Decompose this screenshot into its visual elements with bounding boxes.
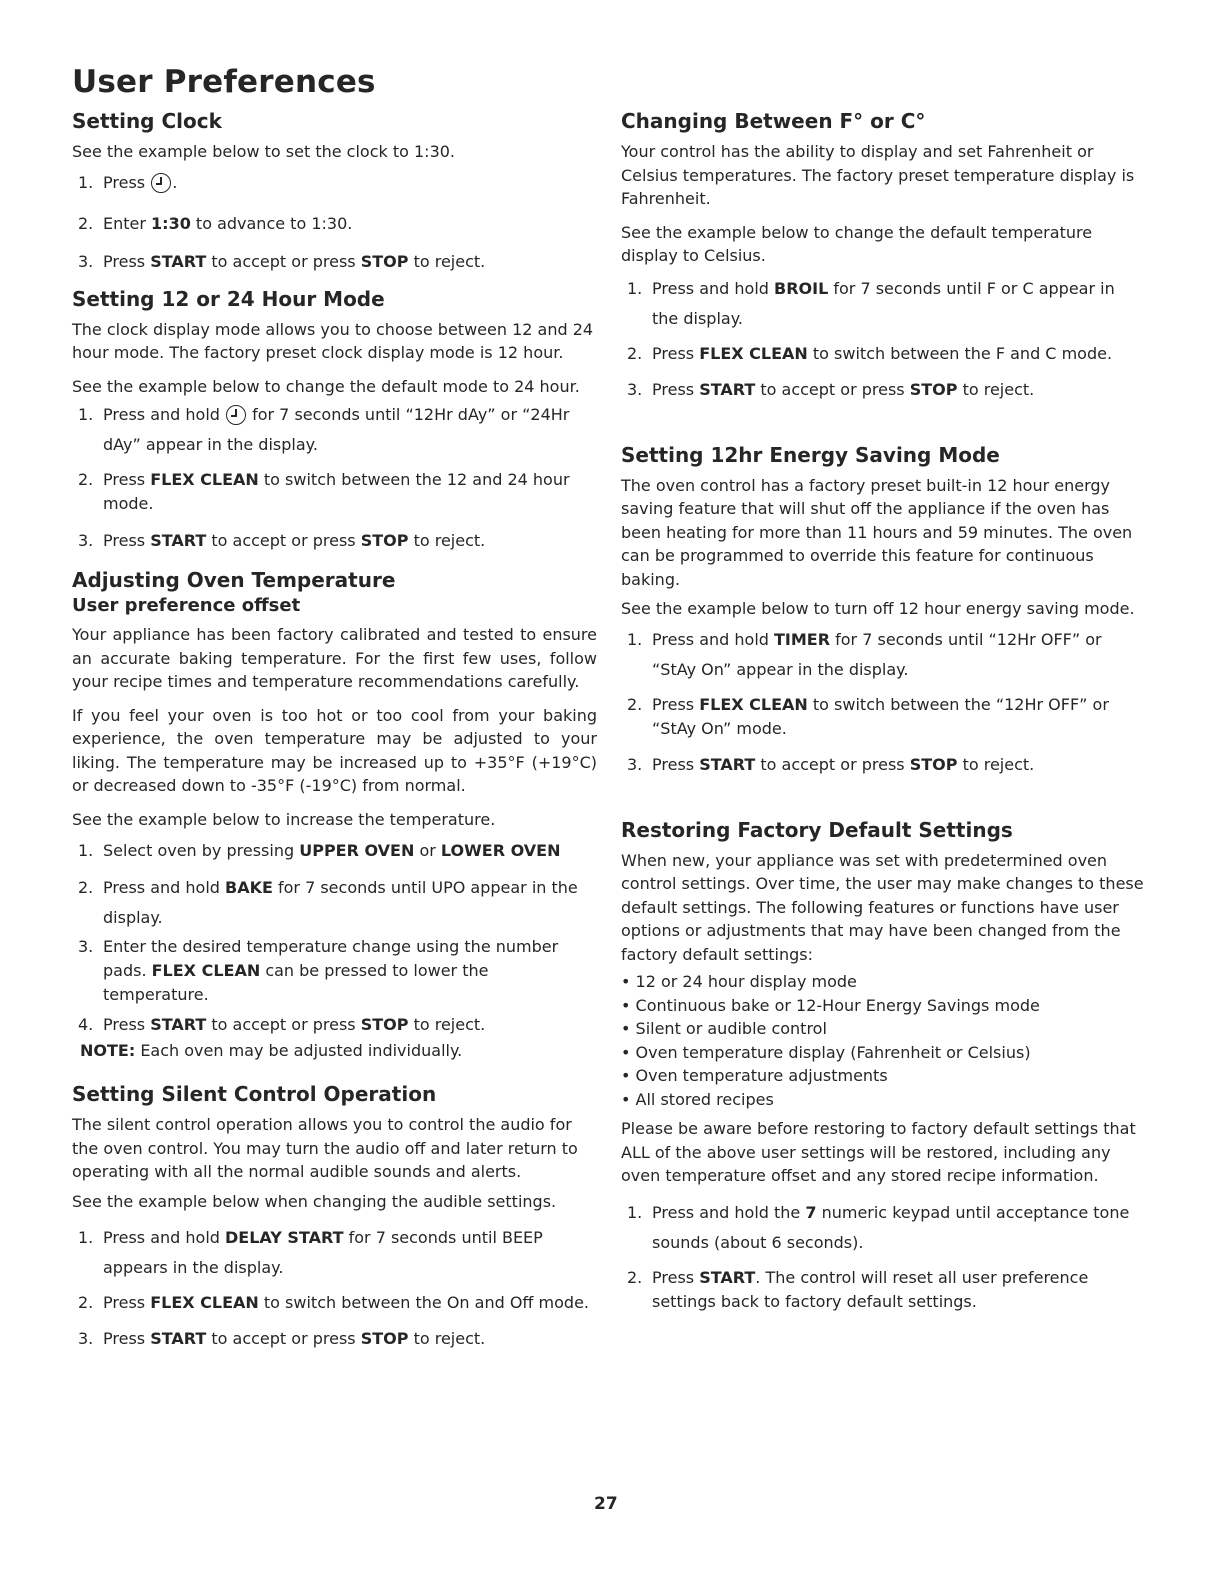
key-label: DELAY START bbox=[225, 1228, 344, 1247]
note-label: NOTE: bbox=[80, 1041, 136, 1060]
section-hour-mode bbox=[72, 286, 597, 554]
energy-steps bbox=[621, 625, 1146, 777]
section-restore-defaults bbox=[621, 817, 1146, 1314]
section-fahrenheit-celsius bbox=[621, 108, 1146, 402]
restore-step-2: 2. Press START. The control will reset all user preference settings back to factory default settings. bbox=[627, 1267, 1089, 1311]
key-label: START bbox=[150, 1015, 207, 1034]
silent-paragraph-1: The silent control operation allows you to control the audio for the oven control. You may turn the audio off and later return to operating with all the normal audible sounds and alerts. bbox=[72, 1115, 578, 1181]
hour-mode-description: The clock display mode allows you to choose between 12 and 24 hour mode. The factory preset clock display mode is 12 hour. bbox=[72, 319, 594, 362]
restore-steps bbox=[621, 1198, 1146, 1314]
heading-oven-temperature: Adjusting Oven Temperature bbox=[72, 568, 396, 592]
key-label: STOP bbox=[360, 1329, 409, 1348]
heading-setting-clock: Setting Clock bbox=[72, 109, 222, 133]
section-setting-clock bbox=[72, 108, 597, 274]
silent-steps bbox=[72, 1223, 597, 1351]
clock-steps bbox=[72, 168, 597, 274]
heading-restore-defaults: Restoring Factory Default Settings bbox=[621, 817, 1013, 842]
key-label: LOWER OVEN bbox=[440, 841, 561, 860]
key-label: START bbox=[699, 1267, 756, 1287]
key-label: BROIL bbox=[774, 278, 829, 298]
key-label: FLEX CLEAN bbox=[150, 470, 259, 489]
clock-step-2: 2. Enter 1:30 to advance to 1:30. bbox=[78, 213, 353, 233]
silent-example: See the example below when changing the audible settings. bbox=[72, 1191, 557, 1211]
heading-hour-mode: Setting 12 or 24 Hour Mode bbox=[72, 286, 385, 311]
energy-step-3: 3. Press START to accept or press STOP to reject. bbox=[627, 754, 1035, 774]
list-item: • Silent or audible control bbox=[621, 1017, 1146, 1041]
key-label: FLEX CLEAN bbox=[699, 343, 808, 363]
energy-paragraph-1: The oven control has a factory preset built-in 12 hour energy saving feature that will shut off the appliance if the oven has been heating for more than 11 hours and 59 minutes. The oven can be programmed to override this feature for continuous baking. bbox=[621, 475, 1133, 589]
fc-example: See the example below to change the default temperature display to Celsius. bbox=[621, 222, 1093, 265]
key-label: STOP bbox=[360, 531, 409, 550]
oven-temp-example: See the example below to increase the temperature. bbox=[72, 809, 496, 829]
silent-step-3: 3. Press START to accept or press STOP to reject. bbox=[78, 1329, 486, 1348]
clock-icon bbox=[151, 173, 171, 193]
clock-step-3: 3. Press START to accept or press STOP to reject. bbox=[78, 251, 486, 271]
list-item: • Continuous bake or 12-Hour Energy Savings mode bbox=[621, 994, 1146, 1018]
section-silent-control bbox=[72, 1081, 597, 1351]
restore-paragraph-1: When new, your appliance was set with predetermined oven control settings. Over time, the user may make changes to these default settings. The following features or functions have user options or adjustments that may have been changed from the factory default settings: bbox=[621, 850, 1144, 964]
list-item: • Oven temperature adjustments bbox=[621, 1064, 1146, 1088]
right-column bbox=[621, 108, 1146, 1327]
energy-step-2: 2. Press FLEX CLEAN to switch between the “12Hr OFF” or “StAy On” mode. bbox=[627, 694, 1109, 738]
heading-silent-control: Setting Silent Control Operation bbox=[72, 1082, 437, 1106]
hour-mode-step-3: 3. Press START to accept or press STOP to reject. bbox=[78, 531, 486, 550]
key-label: FLEX CLEAN bbox=[150, 1293, 259, 1312]
list-item: • Oven temperature display (Fahrenheit or Celsius) bbox=[621, 1041, 1146, 1065]
key-label: STOP bbox=[360, 1015, 409, 1034]
clock-step-1: 1. Press . bbox=[78, 172, 178, 192]
list-item: • All stored recipes bbox=[621, 1088, 1146, 1112]
page-number: 27 bbox=[594, 1494, 618, 1514]
key-label: STOP bbox=[360, 251, 409, 271]
silent-step-1: 1. Press and hold DELAY START for 7 seconds until BEEP appears in the display. bbox=[78, 1228, 543, 1277]
key-label: BAKE bbox=[225, 878, 273, 897]
key-label: UPPER OVEN bbox=[299, 841, 415, 860]
section-oven-temperature bbox=[72, 567, 597, 1063]
hour-mode-example: See the example below to change the default mode to 24 hour. bbox=[72, 376, 580, 396]
fc-step-2: 2. Press FLEX CLEAN to switch between the F and C mode. bbox=[627, 343, 1113, 363]
restore-paragraph-2: Please be aware before restoring to factory default settings that ALL of the above user settings will be restored, including any oven temperature offset and any stored recipe information. bbox=[621, 1119, 1136, 1185]
oven-temp-step-2: 2. Press and hold BAKE for 7 seconds until UPO appear in the display. bbox=[78, 878, 578, 927]
key-label: 1:30 bbox=[151, 213, 191, 233]
section-energy-saving bbox=[621, 442, 1146, 777]
page-title: User Preferences bbox=[72, 64, 376, 100]
hour-mode-step-2: 2. Press FLEX CLEAN to switch between the 12 and 24 hour mode. bbox=[78, 470, 570, 513]
energy-step-1: 1. Press and hold TIMER for 7 seconds until “12Hr OFF” or “StAy On” appear in the display. bbox=[627, 629, 1102, 679]
key-label: FLEX CLEAN bbox=[151, 961, 261, 980]
heading-energy-saving: Setting 12hr Energy Saving Mode bbox=[621, 442, 1000, 467]
oven-temp-step-4: 4. Press START to accept or press STOP to reject. bbox=[78, 1015, 486, 1034]
left-column bbox=[72, 108, 597, 1364]
key-label: STOP bbox=[909, 379, 958, 399]
oven-temp-step-1: 1. Select oven by pressing UPPER OVEN or LOWER OVEN bbox=[78, 841, 561, 860]
fc-step-3: 3. Press START to accept or press STOP to reject. bbox=[627, 379, 1035, 399]
key-label: FLEX CLEAN bbox=[699, 694, 808, 714]
energy-example: See the example below to turn off 12 hour energy saving mode. bbox=[621, 599, 1135, 618]
key-label: 7 bbox=[805, 1202, 817, 1222]
key-label: STOP bbox=[909, 754, 958, 774]
key-label: START bbox=[699, 379, 756, 399]
subheading-user-preference-offset: User preference offset bbox=[72, 595, 301, 616]
hour-mode-steps bbox=[72, 400, 597, 553]
fc-steps bbox=[621, 274, 1146, 402]
oven-temp-paragraph-1: Your appliance has been factory calibrated and tested to ensure an accurate baking temperature. For the first few uses, follow your recipe times and temperature recommendations carefully. bbox=[72, 625, 597, 691]
key-label: START bbox=[150, 1329, 207, 1348]
key-label: TIMER bbox=[774, 629, 831, 649]
list-item: • 12 or 24 hour display mode bbox=[621, 970, 1146, 994]
restore-step-1: 1. Press and hold the 7 numeric keypad until acceptance tone sounds (about 6 seconds). bbox=[627, 1202, 1130, 1252]
oven-temp-step-3: 3. Enter the desired temperature change using the number pads. FLEX CLEAN can be pressed to lower the temperature. bbox=[78, 937, 559, 1004]
fc-step-1: 1. Press and hold BROIL for 7 seconds until F or C appear in the display. bbox=[627, 278, 1115, 328]
restore-features-list bbox=[621, 970, 1146, 1111]
hour-mode-step-1: 1. Press and hold for 7 seconds until “12Hr dAy” or “24Hr dAy” appear in the display. bbox=[78, 405, 570, 454]
oven-temp-paragraph-2: If you feel your oven is too hot or too cool from your baking experience, the oven temperature may be adjusted to your liking. The temperature may be increased up to +35°F (+19°C) or decreased down to -35°F (-19°C) from normal. bbox=[72, 705, 597, 795]
key-label: START bbox=[150, 251, 207, 271]
heading-fahrenheit-celsius: Changing Between F° or C° bbox=[621, 109, 926, 133]
key-label: START bbox=[150, 531, 207, 550]
clock-intro: See the example below to set the clock to 1:30. bbox=[72, 142, 456, 161]
silent-step-2: 2. Press FLEX CLEAN to switch between the On and Off mode. bbox=[78, 1293, 589, 1312]
oven-temp-steps bbox=[72, 839, 597, 1037]
key-label: START bbox=[699, 754, 756, 774]
fc-paragraph-1: Your control has the ability to display and set Fahrenheit or Celsius temperatures. The factory preset temperature display is Fahrenheit. bbox=[621, 142, 1135, 208]
oven-temp-note: NOTE: Each oven may be adjusted individually. bbox=[80, 1041, 463, 1060]
clock-icon bbox=[226, 405, 246, 425]
